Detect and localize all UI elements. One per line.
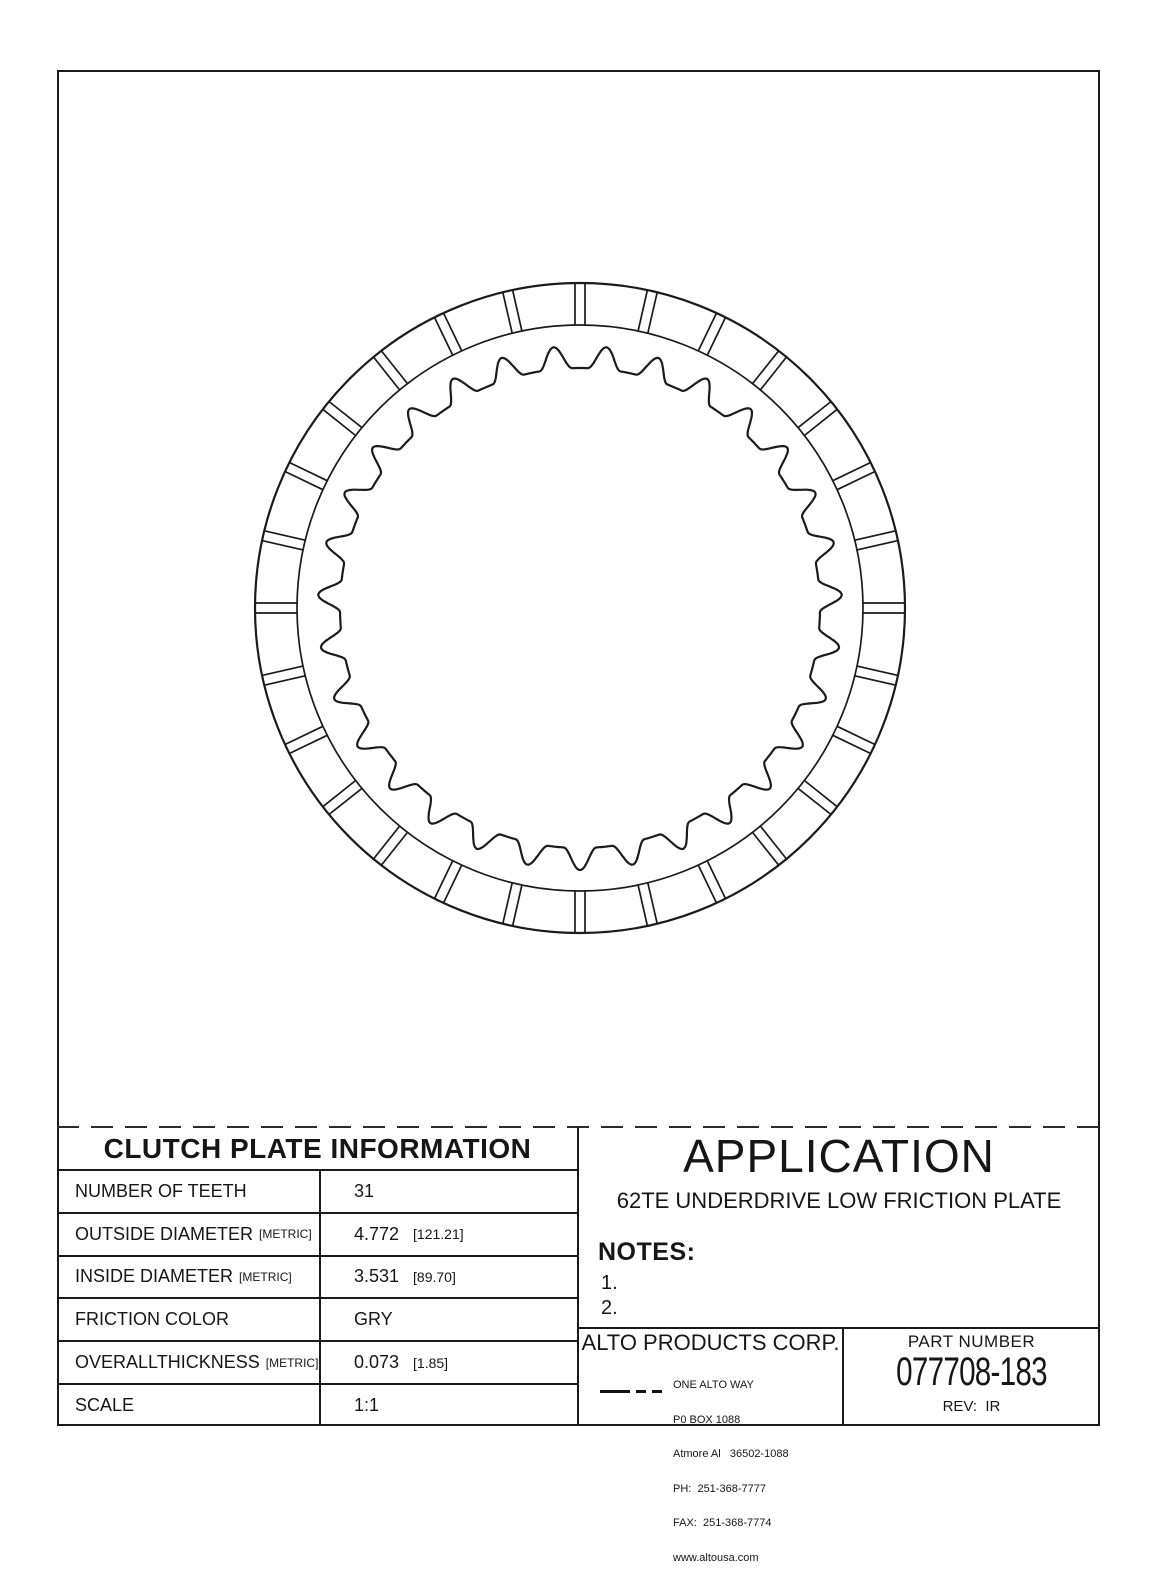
table-row: [57, 1385, 578, 1426]
row-value: 1:1: [354, 1395, 380, 1415]
notes-label: NOTES:: [598, 1238, 696, 1266]
row-label: FRICTION COLOR: [75, 1309, 230, 1329]
row-label: SCALE: [75, 1395, 135, 1415]
table-row: [57, 1170, 578, 1212]
row-value: 3.531 [89.70]: [354, 1266, 456, 1286]
application-subtitle: 62TE UNDERDRIVE LOW FRICTION PLATE: [616, 1188, 1062, 1213]
table-row: [57, 1256, 578, 1297]
row-label: NUMBER OF TEETH: [75, 1180, 247, 1201]
address-line: Atmore Al 36502-1088: [673, 1448, 789, 1460]
row-value: 4.772 [121.21]: [354, 1223, 464, 1244]
table-row: [57, 1213, 578, 1255]
part-number-value: 077708-183: [896, 1349, 1047, 1394]
address-line: P0 BOX 1088: [673, 1413, 741, 1426]
row-label: OUTSIDE DIAMETER [METRIC]: [75, 1223, 312, 1244]
note-item: 1.: [601, 1272, 618, 1294]
table-title: CLUTCH PLATE INFORMATION: [103, 1132, 532, 1164]
company-block-top-line: [577, 1327, 1100, 1329]
address-line: ONE ALTO WAY: [673, 1379, 754, 1391]
note-item: 2.: [601, 1297, 618, 1319]
company-address: [673, 1357, 789, 1587]
address-line: www.altousa.com: [673, 1551, 759, 1564]
row-label: OVERALLTHICKNESS [METRIC]: [75, 1352, 319, 1372]
row-label: INSIDE DIAMETER [METRIC]: [75, 1266, 292, 1286]
address-line: PH: 251-368-7777: [673, 1482, 766, 1495]
row-value: 0.073 [1.85]: [354, 1352, 449, 1372]
table-row: [57, 1299, 578, 1340]
company-name: ALTO PRODUCTS CORP.: [581, 1330, 840, 1355]
centerline-dash-symbol: [600, 1390, 664, 1393]
address-line: FAX: 251-368-7774: [673, 1517, 772, 1529]
part-number-label: PART NUMBER: [907, 1332, 1036, 1351]
application-title: APPLICATION: [683, 1130, 995, 1182]
clutch-plate-drawing: [230, 258, 930, 958]
part-revision: REV: IR: [942, 1397, 1001, 1415]
row-value: GRY: [354, 1309, 393, 1329]
row-value: 31: [354, 1180, 375, 1201]
table-row: [57, 1342, 578, 1383]
